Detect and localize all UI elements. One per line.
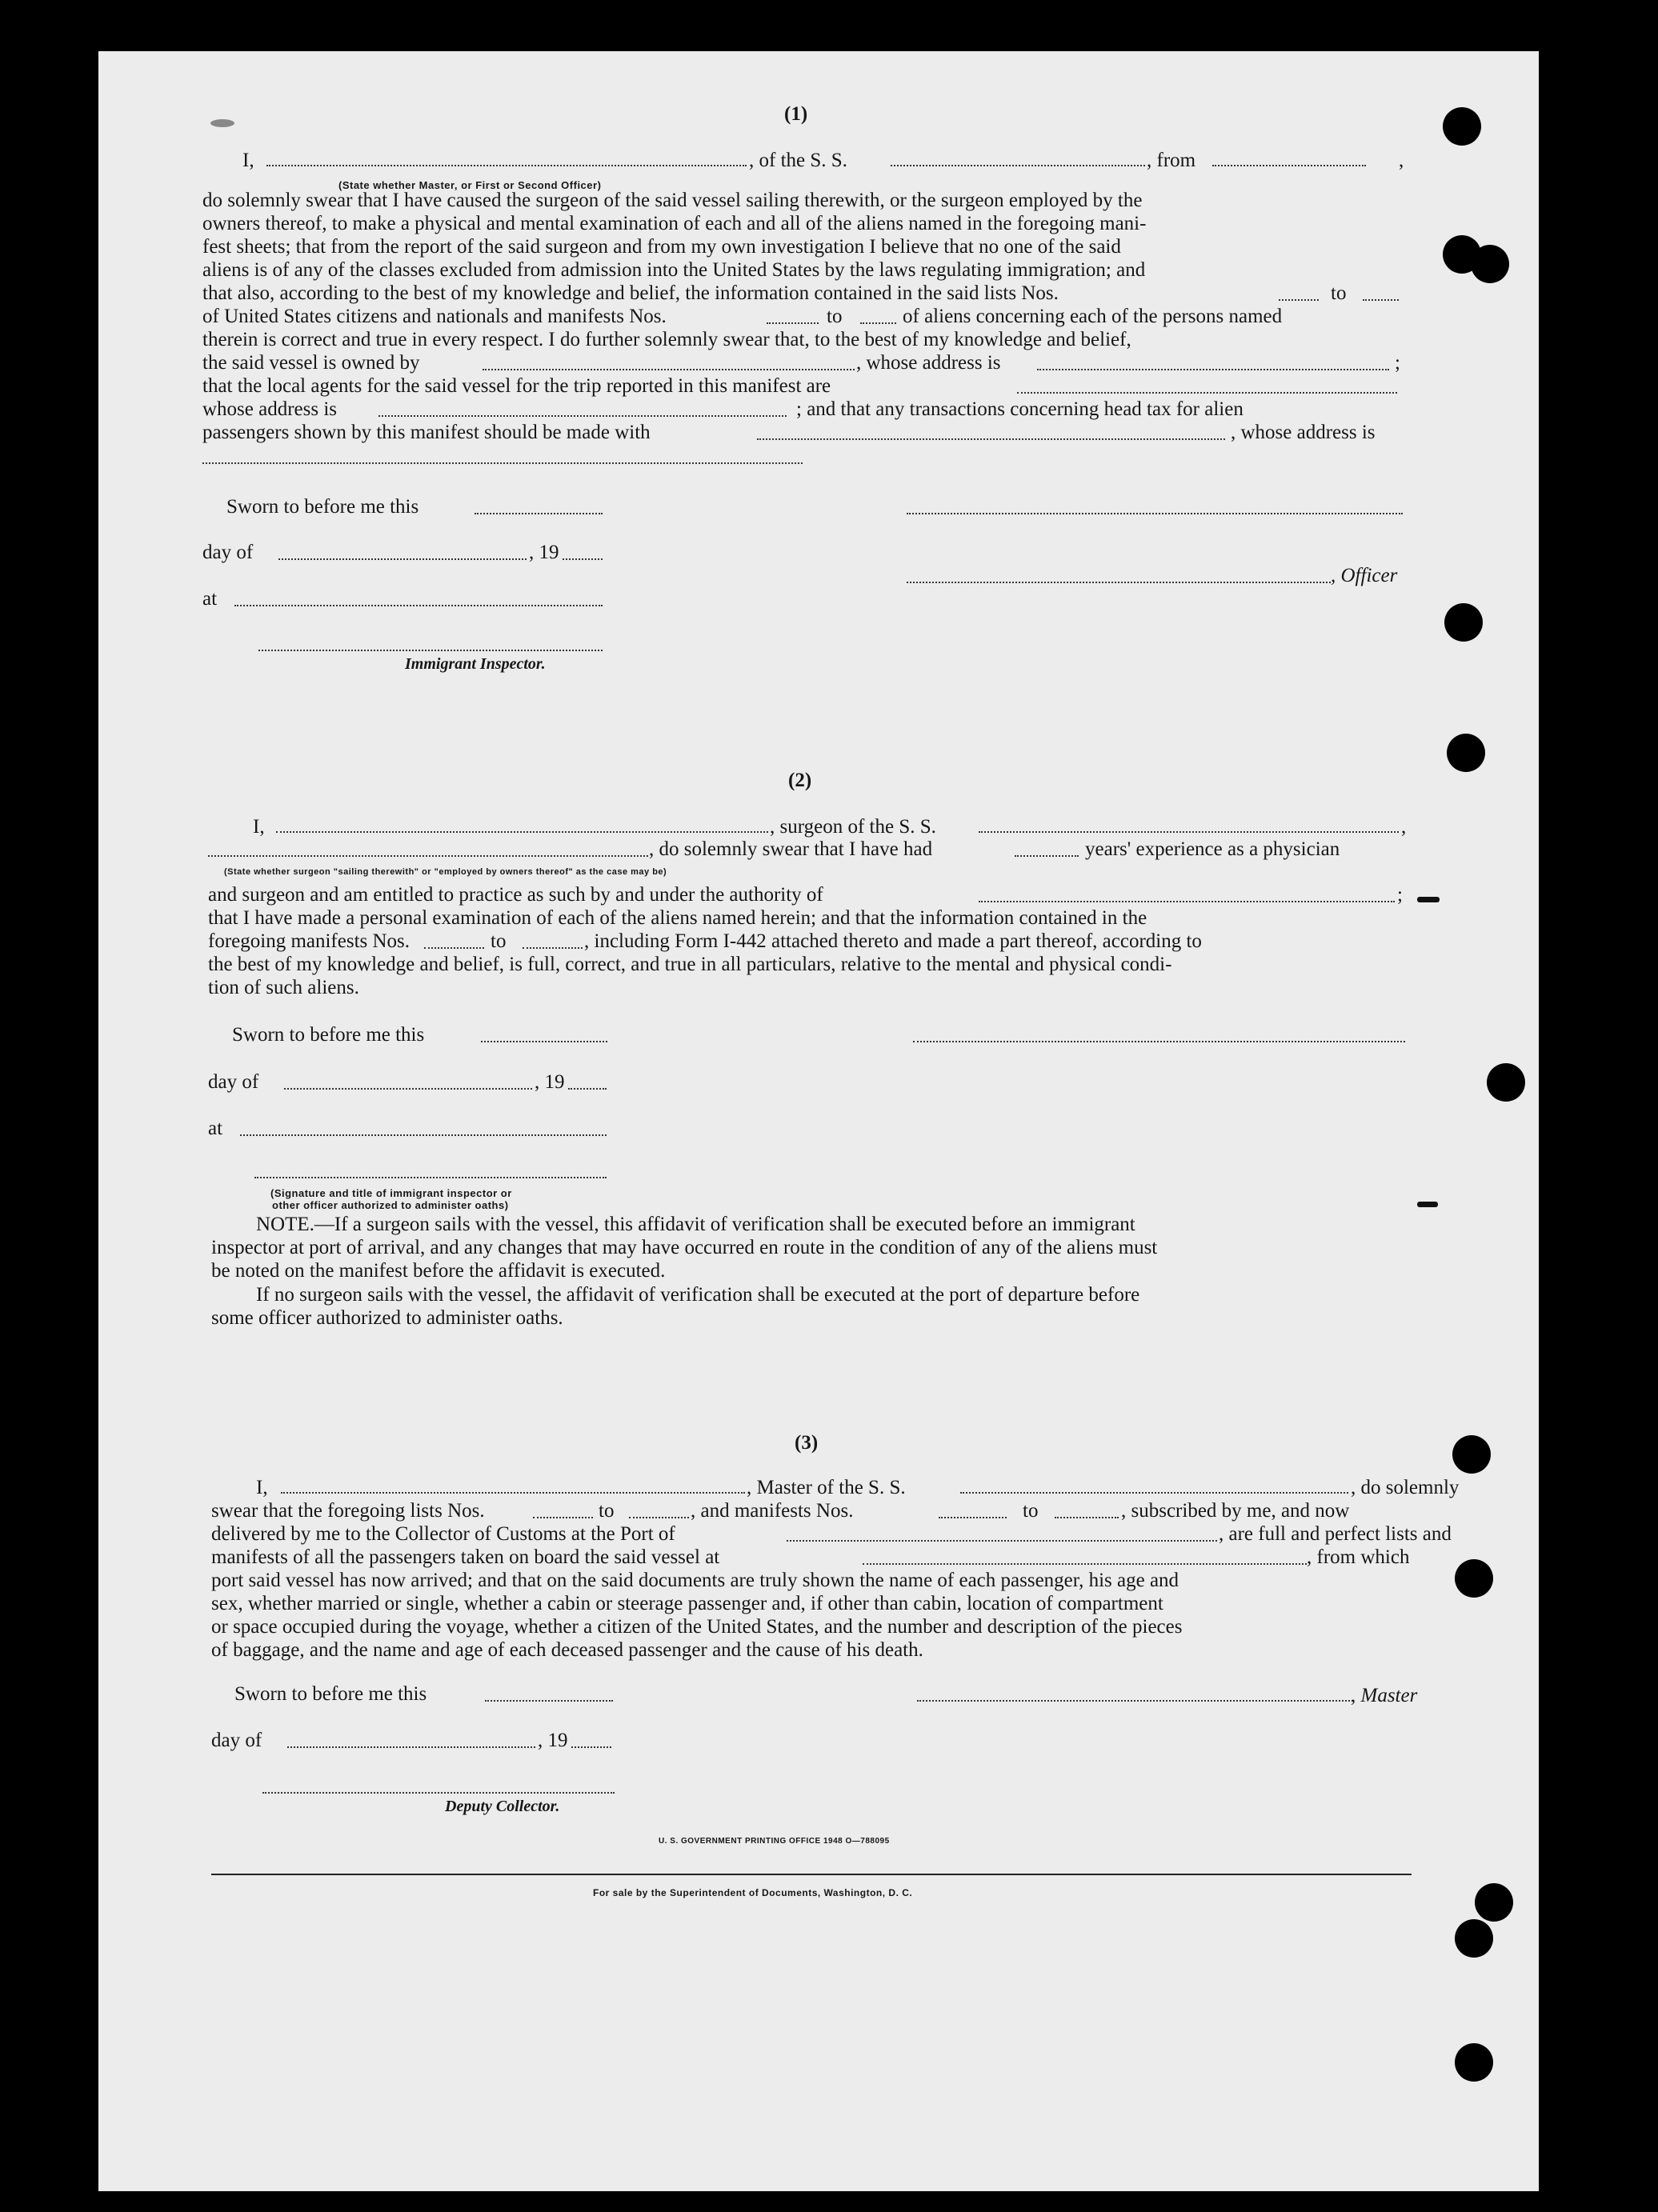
s1-line1-end: , <box>1399 150 1404 171</box>
s1-line12a: passengers shown by this manifest should be made with <box>202 422 651 443</box>
s3-line1b: , Master of the S. S. <box>747 1477 906 1498</box>
s2-line1-end: , <box>1401 816 1407 838</box>
s1-line9b: , whose address is <box>856 352 1001 374</box>
s3-line2d: to <box>1023 1500 1039 1522</box>
s1-from-field[interactable] <box>1212 165 1366 166</box>
s2-line1-i: I, <box>253 816 265 838</box>
s3-year-prefix: , 19 <box>538 1730 568 1751</box>
section-1-number: (1) <box>784 103 808 125</box>
s2-surgeon-field[interactable] <box>276 831 768 833</box>
punch-hole-icon <box>1455 1559 1493 1598</box>
s3-line1c: , do solemnly <box>1351 1477 1460 1498</box>
s2-note2: inspector at port of arrival, and any changes that may have occurred en route in the condition of any of the aliens must <box>211 1237 1158 1258</box>
s2-line5a: foregoing manifests Nos. <box>208 930 410 952</box>
s1-agents-address-field[interactable] <box>378 415 787 417</box>
s2-sig-hint-1: (Signature and title of immigrant inspector or <box>270 1187 512 1199</box>
s1-line1-ss: , of the S. S. <box>749 150 847 171</box>
s2-sworn-field[interactable] <box>481 1041 607 1042</box>
s3-line4b: , from which <box>1307 1546 1410 1568</box>
s1-line9c: ; <box>1395 352 1400 374</box>
s3-line8: of baggage, and the name and age of each deceased passenger and the cause of his death. <box>211 1639 923 1661</box>
s1-line6b: to <box>1331 282 1347 304</box>
s1-line9a: the said vessel is owned by <box>202 352 420 374</box>
s2-note1: NOTE.—If a surgeon sails with the vessel, this affidavit of verification shall be executed before an immigrant <box>256 1214 1135 1235</box>
s3-manifests-to-field[interactable] <box>1055 1517 1119 1518</box>
punch-hole-icon <box>1452 1435 1491 1474</box>
punch-hole-icon <box>1443 107 1481 146</box>
s1-line11a: whose address is <box>202 398 338 420</box>
s1-line8: therein is correct and true in every respect. I do further solemnly swear that, to the best of my knowledge and belief, <box>202 329 1131 350</box>
s1-line3: owners thereof, to make a physical and mental examination of each and all of the aliens named in the foregoing mani- <box>202 213 1147 234</box>
s2-line4: that I have made a personal examination of each of the aliens named herein; and that the information contained in the <box>208 907 1147 929</box>
s2-manifests-from-field[interactable] <box>424 947 484 949</box>
s3-line2a: swear that the foregoing lists Nos. <box>211 1500 485 1522</box>
speck-icon <box>210 119 234 127</box>
s1-at: at <box>202 588 218 610</box>
s1-line11b: ; and that any transactions concerning head tax for alien <box>796 398 1244 420</box>
s1-year-prefix: , 19 <box>529 542 559 563</box>
s2-line2a: , do solemnly swear that I have had <box>649 838 933 860</box>
s3-line1-i: I, <box>256 1477 268 1498</box>
s3-line6: sex, whether married or single, whether a cabin or steerage passenger and, if other than cabin, location of compartment <box>211 1593 1163 1614</box>
punch-hole-icon <box>1475 1883 1513 1922</box>
speck-icon <box>1417 897 1440 902</box>
s1-line4: fest sheets; that from the report of the said surgeon and from my own investigation I believe that no one of the said <box>202 236 1121 258</box>
s2-line5b: to <box>491 930 507 952</box>
s3-line2b: to <box>599 1500 615 1522</box>
s2-note4: If no surgeon sails with the vessel, the affidavit of verification shall be executed at the port of departure before <box>256 1284 1140 1306</box>
s3-lists-to-field[interactable] <box>629 1517 689 1518</box>
s2-hint: (State whether surgeon "sailing therewith" or "employed by owners thereof" as the case may be) <box>224 867 667 877</box>
s1-owner-field[interactable] <box>483 369 855 370</box>
s2-line3a: and surgeon and am entitled to practice as such by and under the authority of <box>208 884 823 906</box>
s1-lists-to-field[interactable] <box>1363 299 1399 301</box>
s2-note5: some officer authorized to administer oaths. <box>211 1307 563 1329</box>
s1-day-field[interactable] <box>278 558 527 560</box>
s3-line2c: , and manifests Nos. <box>691 1500 854 1522</box>
s1-line6a: that also, according to the best of my knowledge and belief, the information contained in the said lists Nos. <box>202 282 1059 304</box>
punch-hole-icon <box>1487 1063 1525 1102</box>
s3-line3a: delivered by me to the Collector of Customs at the Port of <box>211 1523 675 1545</box>
s2-authority-field[interactable] <box>979 901 1395 902</box>
s3-line3b: , are full and perfect lists and <box>1219 1523 1452 1545</box>
s2-at: at <box>208 1118 223 1139</box>
s3-day-field[interactable] <box>287 1746 535 1748</box>
speck-icon <box>1417 1202 1438 1207</box>
s3-sworn: Sworn to before me this <box>234 1683 427 1705</box>
s1-headtax-field[interactable] <box>757 438 1225 440</box>
s3-vessel-field[interactable] <box>960 1492 1348 1494</box>
s1-sworn: Sworn to before me this <box>226 496 419 518</box>
s1-officer-label: , Officer <box>1331 565 1398 586</box>
punch-hole-icon <box>1455 1919 1493 1958</box>
section-2-number: (2) <box>788 770 812 791</box>
s1-sworn-field[interactable] <box>475 513 603 514</box>
s3-master-field[interactable] <box>281 1492 745 1494</box>
s3-manifests-from-field[interactable] <box>939 1517 1007 1518</box>
punch-hole-icon <box>1444 603 1483 642</box>
s3-line4a: manifests of all the passengers taken on board the said vessel at <box>211 1546 720 1568</box>
s1-lists-from-field[interactable] <box>1279 299 1319 301</box>
s1-day-of: day of <box>202 542 254 563</box>
s1-line7c: of aliens concerning each of the persons named <box>903 306 1283 327</box>
s2-inspector-signature-field[interactable] <box>254 1177 607 1178</box>
s2-note3: be noted on the manifest before the affidavit is executed. <box>211 1260 666 1282</box>
s1-headtax-address-field[interactable] <box>202 462 803 464</box>
s2-year-field[interactable] <box>568 1088 607 1090</box>
s1-manifests-from-field[interactable] <box>767 322 819 324</box>
s3-port-field[interactable] <box>787 1540 1217 1542</box>
s1-line1-i: I, <box>242 150 254 171</box>
s2-line2b: years' experience as a physician <box>1085 838 1340 860</box>
s2-sworn: Sworn to before me this <box>232 1024 425 1046</box>
sale-notice: For sale by the Superintendent of Documents, Washington, D. C. <box>593 1887 913 1898</box>
s3-master-signature-field[interactable] <box>917 1700 1353 1702</box>
s3-lists-from-field[interactable] <box>533 1517 593 1518</box>
s2-surgeon-signature-field[interactable] <box>913 1041 1405 1042</box>
s1-at-field[interactable] <box>234 605 603 606</box>
s1-line7a: of United States citizens and nationals and manifests Nos. <box>202 306 667 327</box>
s2-line3b: ; <box>1397 884 1403 906</box>
punch-hole-icon <box>1447 734 1485 772</box>
s1-manifests-to-field[interactable] <box>860 322 896 324</box>
s1-year-field[interactable] <box>563 558 603 560</box>
s2-surgeon-type-field[interactable] <box>208 855 648 857</box>
s2-vessel-field[interactable] <box>979 831 1399 833</box>
s1-line5: aliens is of any of the classes excluded from admission into the United States by the laws regulating immigration; and <box>202 259 1146 281</box>
s1-inspector-label: Immigrant Inspector. <box>405 655 546 673</box>
s1-inspector-signature-field[interactable] <box>258 650 603 651</box>
s1-line7b: to <box>827 306 843 327</box>
s3-line7: or space occupied during the voyage, whether a citizen of the United States, and the number and description of the pieces <box>211 1616 1183 1638</box>
s2-sig-hint-2: other officer authorized to administer oaths) <box>272 1199 509 1211</box>
s3-deputy-label: Deputy Collector. <box>445 1798 560 1815</box>
s3-year-field[interactable] <box>571 1746 611 1748</box>
s2-years-field[interactable] <box>1015 855 1079 857</box>
s2-line7: tion of such aliens. <box>208 977 359 998</box>
punch-hole-icon <box>1471 245 1509 283</box>
s3-master-label: , Master <box>1351 1685 1418 1706</box>
s1-officer-hint: (State whether Master, or First or Second Officer) <box>338 179 602 191</box>
s2-line6: the best of my knowledge and belief, is full, correct, and true in all particulars, relative to the mental and physical condi- <box>208 954 1172 975</box>
s3-boarding-port-field[interactable] <box>863 1563 1307 1565</box>
s1-line2: do solemnly swear that I have caused the surgeon of the said vessel sailing therewith, or the surgeon employed by the <box>202 190 1143 211</box>
punch-hole-icon <box>1455 2043 1493 2082</box>
footer-rule <box>211 1874 1412 1875</box>
s1-line12b: , whose address is <box>1231 422 1376 443</box>
s3-line5: port said vessel has now arrived; and that on the said documents are truly shown the name of each passenger, his age and <box>211 1570 1179 1591</box>
s2-line5c: , including Form I-442 attached thereto and made a part thereof, according to <box>584 930 1202 952</box>
s1-line1-from: , from <box>1147 150 1196 171</box>
s2-day-of: day of <box>208 1071 259 1093</box>
s2-manifests-to-field[interactable] <box>523 947 583 949</box>
document-page <box>98 51 1539 2191</box>
section-3-number: (3) <box>795 1432 819 1454</box>
s2-line1b: , surgeon of the S. S. <box>770 816 936 838</box>
s1-officer-signature-field[interactable] <box>907 513 1403 514</box>
s1-officer-field[interactable] <box>266 165 747 166</box>
s2-at-field[interactable] <box>240 1134 607 1136</box>
s1-officer-title-field[interactable] <box>907 582 1331 583</box>
s1-line10: that the local agents for the said vessel for the trip reported in this manifest are <box>202 375 831 397</box>
s3-deputy-signature-field[interactable] <box>262 1792 615 1794</box>
s1-vessel-field[interactable] <box>891 165 1145 166</box>
s3-sworn-field[interactable] <box>485 1700 613 1702</box>
s2-day-field[interactable] <box>284 1088 532 1090</box>
s1-agents-field[interactable] <box>1017 392 1397 394</box>
gpo-imprint: U. S. GOVERNMENT PRINTING OFFICE 1948 O—788095 <box>659 1837 890 1846</box>
s2-year-prefix: , 19 <box>535 1071 565 1093</box>
s3-day-of: day of <box>211 1730 262 1751</box>
s1-owner-address-field[interactable] <box>1037 369 1389 370</box>
s3-line2e: , subscribed by me, and now <box>1121 1500 1350 1522</box>
